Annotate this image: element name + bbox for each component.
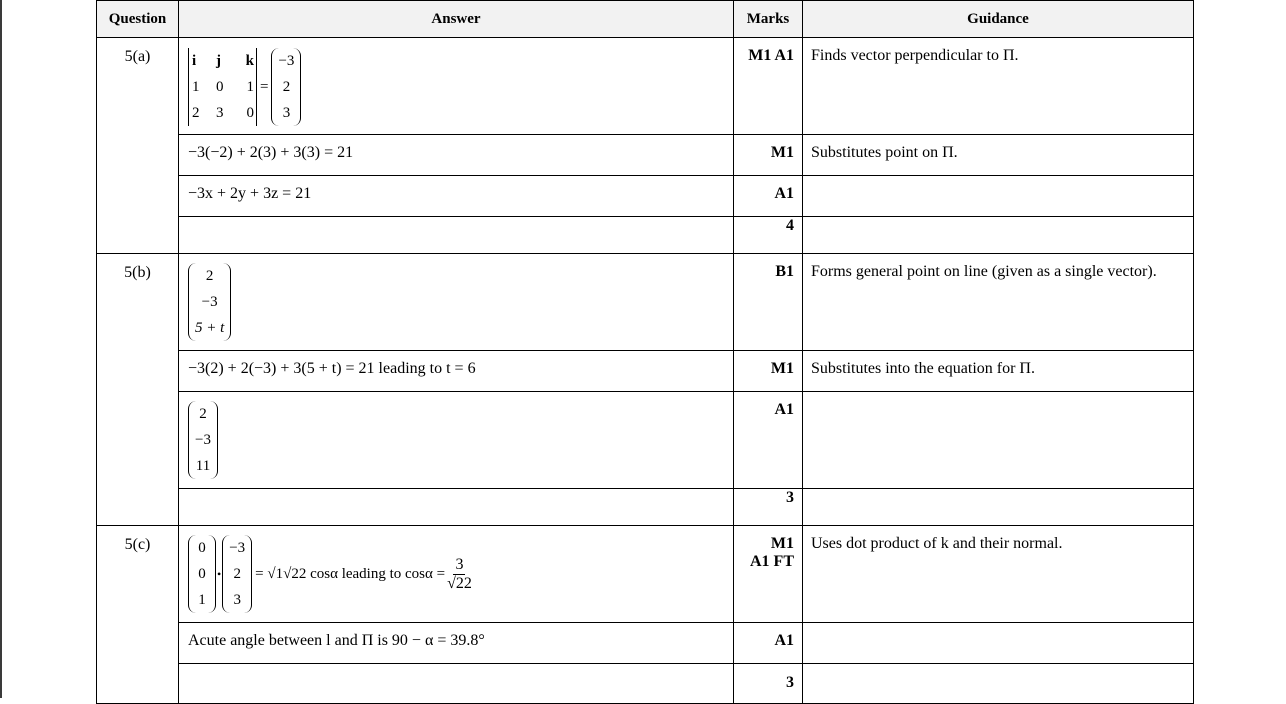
- total-marks: 3: [734, 489, 803, 526]
- normal-vector: [222, 535, 252, 613]
- guidance-cell: [803, 217, 1194, 254]
- det-cell: 2: [192, 105, 200, 121]
- guidance-cell: [803, 392, 1194, 489]
- vector-entry: 0: [198, 540, 206, 556]
- marks-cell: M1 A1: [734, 38, 803, 135]
- vector-entry: 3: [233, 592, 241, 608]
- det-cell: 3: [216, 105, 224, 121]
- k-vector: [188, 535, 216, 613]
- table-row-total: [97, 489, 1194, 526]
- answer-cell: [179, 217, 734, 254]
- vector-entry: 2: [233, 566, 241, 582]
- vector-entry: 1: [198, 592, 206, 608]
- marks-cell: A1: [734, 176, 803, 217]
- marks-cell: M1: [734, 351, 803, 392]
- det-cell: j: [216, 53, 221, 69]
- mark-scheme-table: [96, 0, 1194, 704]
- guidance-cell: Substitutes point on Π.: [803, 135, 1194, 176]
- header-row: [97, 1, 1194, 38]
- answer-cell: [179, 392, 734, 489]
- answer-cell: −3(2) + 2(−3) + 3(5 + t) = 21 leading to t = 6: [179, 351, 734, 392]
- question-cell-5c: [97, 526, 179, 704]
- total-marks: 3: [734, 664, 803, 704]
- fraction: [447, 556, 472, 593]
- dot-product-expression: [188, 535, 725, 613]
- table-row: [97, 623, 1194, 664]
- guidance-cell: Finds vector perpendicular to Π.: [803, 38, 1194, 135]
- guidance-cell: Forms general point on line (given as a single vector).: [803, 254, 1194, 351]
- marks-cell: A1: [734, 623, 803, 664]
- table-row: [97, 135, 1194, 176]
- header-marks: Marks: [734, 1, 803, 38]
- vector-entry: 2: [282, 79, 291, 95]
- answer-cell: [179, 526, 734, 623]
- vector-entry: 11: [195, 458, 211, 474]
- answer-cell: Acute angle between l and Π is 90 − α = 39.8°: [179, 623, 734, 664]
- question-label: 5(a): [124, 48, 151, 65]
- det-cell: 0: [246, 105, 254, 121]
- table-row: [97, 351, 1194, 392]
- dot-operator: •: [217, 566, 222, 581]
- guidance-cell: [803, 176, 1194, 217]
- equals-sign: =: [260, 78, 269, 95]
- vector-entry: −3: [195, 432, 211, 448]
- marks-cell: B1: [734, 254, 803, 351]
- answer-cell: −3x + 2y + 3z = 21: [179, 176, 734, 217]
- table-row: [97, 526, 1194, 623]
- question-cell-5a: [97, 38, 179, 254]
- table-row: [97, 392, 1194, 489]
- header-question: Question: [97, 1, 179, 38]
- table-row: [97, 254, 1194, 351]
- total-marks: 4: [734, 217, 803, 254]
- marks-cell: A1: [734, 392, 803, 489]
- guidance-cell: [803, 623, 1194, 664]
- vector-entry: 2: [199, 406, 207, 422]
- det-cell: i: [192, 53, 197, 69]
- header-answer: Answer: [179, 1, 734, 38]
- mark-code: M1: [770, 535, 794, 552]
- intersection-point-vector: [188, 401, 218, 479]
- answer-cell: −3(−2) + 2(3) + 3(3) = 21: [179, 135, 734, 176]
- vector-entry: −3: [229, 540, 246, 556]
- guidance-cell: [803, 489, 1194, 526]
- table-row-total: [97, 217, 1194, 254]
- table-row: [97, 176, 1194, 217]
- header-guidance: Guidance: [803, 1, 1194, 38]
- det-cell: 1: [192, 79, 200, 95]
- cosine-expression: = √1√22 cosα leading to cosα =: [255, 565, 446, 582]
- answer-cell: [179, 489, 734, 526]
- determinant: [188, 48, 257, 126]
- vector-entry: 3: [282, 105, 291, 121]
- determinant-expression: [188, 48, 725, 126]
- result-vector: [271, 48, 301, 126]
- question-cell-5b: [97, 254, 179, 526]
- vector-entry: 5 + t: [195, 320, 225, 336]
- table-row: [97, 38, 1194, 135]
- fraction-denominator: √22: [447, 574, 472, 592]
- vector-entry: 0: [198, 566, 206, 582]
- marks-cell: M1: [734, 135, 803, 176]
- vector-entry: −3: [278, 53, 295, 69]
- vector-entry: 2: [205, 268, 214, 284]
- marks-cell: [734, 526, 803, 623]
- guidance-cell: Uses dot product of k and their normal.: [803, 526, 1194, 623]
- answer-cell: [179, 38, 734, 135]
- general-point-vector: [188, 263, 231, 341]
- guidance-cell: Substitutes into the equation for Π.: [803, 351, 1194, 392]
- det-cell: k: [245, 53, 254, 69]
- answer-cell: [179, 254, 734, 351]
- question-label: 5(c): [124, 536, 151, 553]
- window-left-edge: [0, 0, 2, 698]
- det-cell: 1: [246, 79, 254, 95]
- det-cell: 0: [216, 79, 224, 95]
- question-label: 5(b): [124, 264, 151, 281]
- fraction-numerator: 3: [455, 555, 464, 573]
- mark-code: A1 FT: [750, 553, 794, 570]
- vector-entry: −3: [201, 294, 218, 310]
